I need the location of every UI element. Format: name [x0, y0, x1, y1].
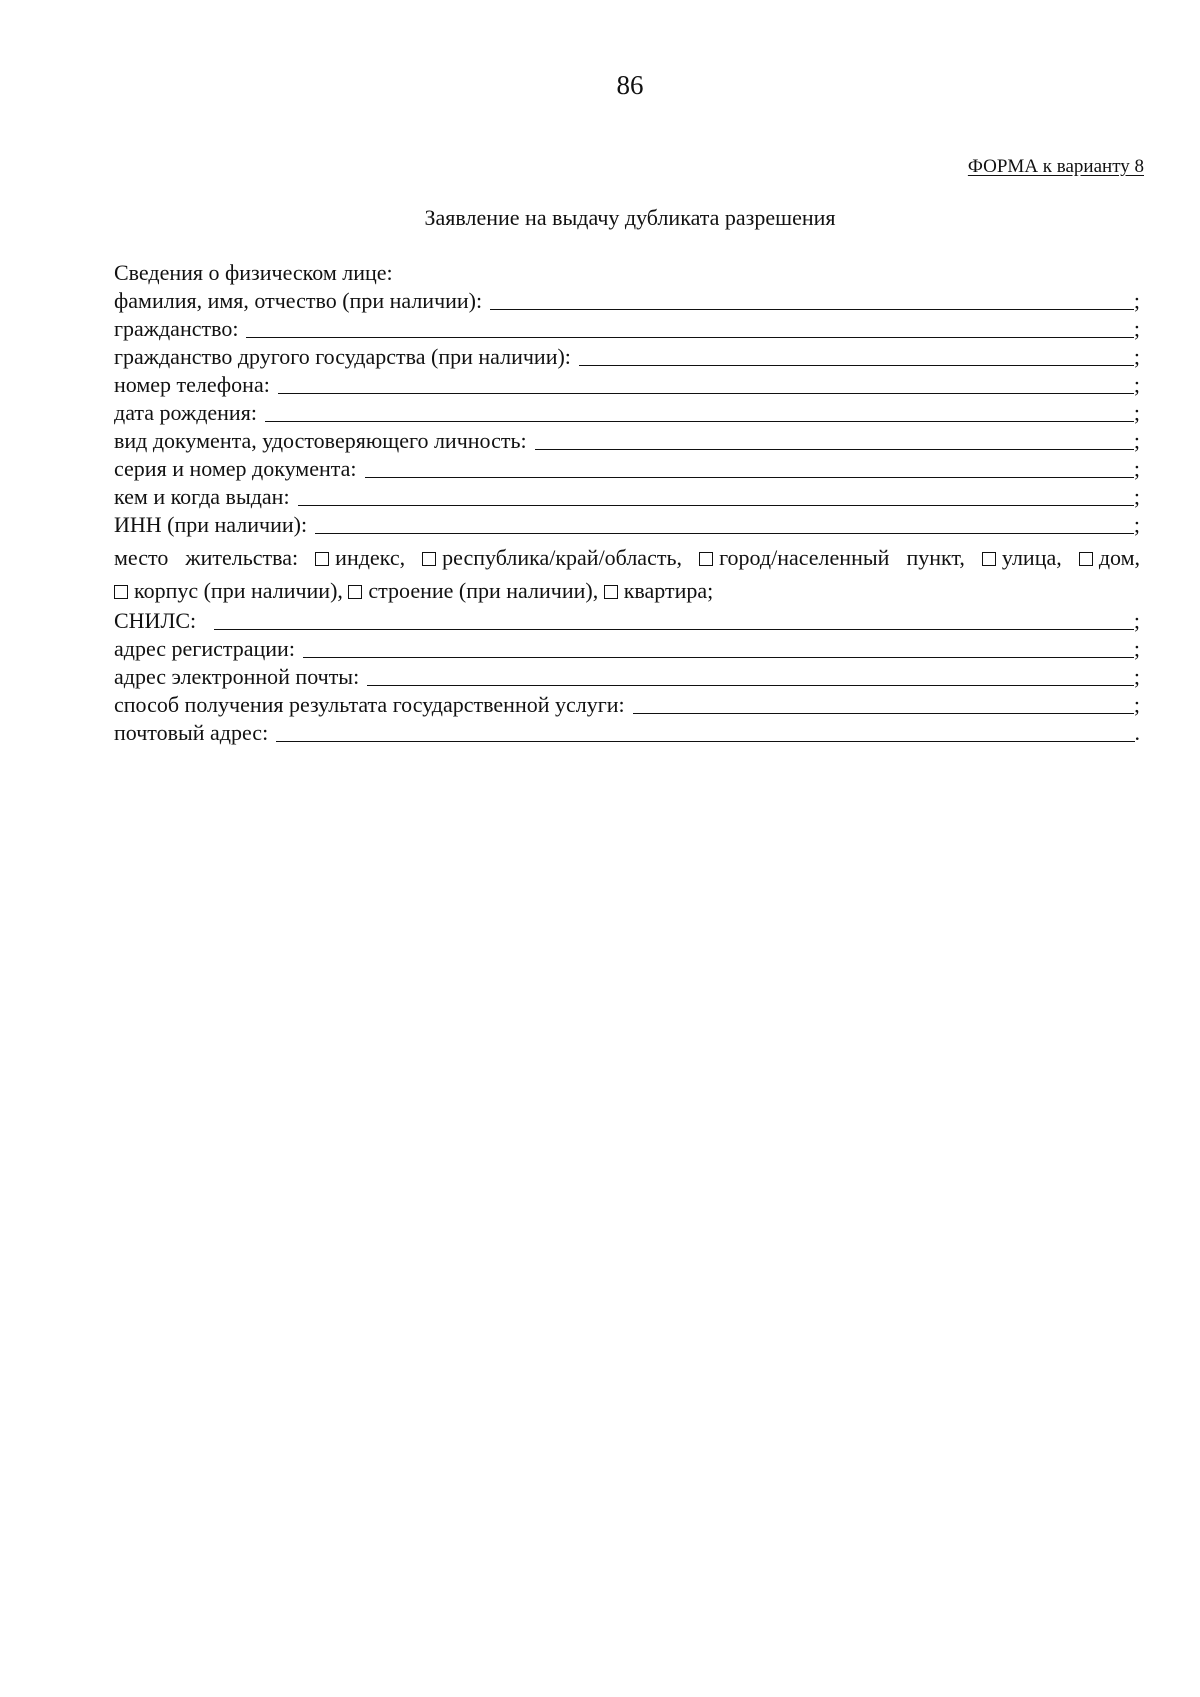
checkbox-street[interactable]	[982, 552, 996, 566]
option-label: республика/край/область,	[442, 545, 682, 570]
field-issued-by	[114, 483, 1140, 511]
residence-option-region	[422, 545, 682, 570]
checkbox-structure[interactable]	[348, 585, 362, 599]
option-label: улица,	[1001, 545, 1062, 570]
issued-by-input-line[interactable]	[298, 487, 1134, 506]
inn-input-line[interactable]	[315, 515, 1134, 534]
field-terminator: ;	[1133, 692, 1140, 717]
field-full-name	[114, 287, 1140, 315]
checkbox-city[interactable]	[699, 552, 713, 566]
field-label: ИНН (при наличии):	[114, 512, 308, 537]
field-inn	[114, 511, 1140, 539]
birth-date-input-line[interactable]	[265, 403, 1134, 422]
option-label: квартира;	[623, 578, 714, 603]
registration-address-input-line[interactable]	[303, 639, 1134, 658]
citizenship-input-line[interactable]	[246, 319, 1133, 338]
full-name-input-line[interactable]	[490, 291, 1134, 310]
field-email	[114, 663, 1140, 691]
field-terminator: ;	[1133, 400, 1140, 425]
residence-option-city	[699, 545, 965, 570]
checkbox-index[interactable]	[315, 552, 329, 566]
id-document-type-input-line[interactable]	[535, 431, 1134, 450]
postal-address-input-line[interactable]	[276, 723, 1134, 742]
field-other-citizenship	[114, 343, 1140, 371]
field-document-number	[114, 455, 1140, 483]
field-birth-date	[114, 399, 1140, 427]
field-terminator: ;	[1133, 512, 1140, 537]
option-label: город/населенный пункт,	[719, 545, 965, 570]
field-label: серия и номер документа:	[114, 456, 357, 481]
field-snils	[114, 607, 1140, 635]
fields-top	[114, 287, 1140, 539]
checkbox-building[interactable]	[114, 585, 128, 599]
field-terminator: ;	[1133, 636, 1140, 661]
document-title: Заявление на выдачу дубликата разрешения	[424, 205, 836, 230]
field-label: гражданство другого государства (при наличии):	[114, 344, 571, 369]
checkbox-house[interactable]	[1079, 552, 1093, 566]
option-label: дом,	[1098, 545, 1141, 570]
residence-options	[114, 541, 1140, 607]
field-registration-address	[114, 635, 1140, 663]
fields-bottom	[114, 607, 1140, 747]
residence-option-street	[982, 545, 1062, 570]
field-label: способ получения результата государственной услуги:	[114, 692, 625, 717]
residence-option-apartment	[604, 578, 714, 603]
snils-input-line[interactable]	[214, 611, 1134, 630]
applicant-form	[114, 259, 1140, 747]
other-citizenship-input-line[interactable]	[579, 347, 1134, 366]
field-terminator: .	[1134, 720, 1140, 745]
field-terminator: ;	[1133, 664, 1140, 689]
residence-option-house	[1079, 545, 1140, 570]
residence-option-building	[114, 578, 343, 603]
field-label: адрес регистрации:	[114, 636, 295, 661]
field-label: фамилия, имя, отчество (при наличии):	[114, 288, 483, 313]
field-terminator: ;	[1133, 288, 1140, 313]
field-terminator: ;	[1133, 456, 1140, 481]
field-label: кем и когда выдан:	[114, 484, 290, 509]
field-phone	[114, 371, 1140, 399]
field-postal-address	[114, 719, 1140, 747]
field-citizenship	[114, 315, 1140, 343]
field-label: номер телефона:	[114, 372, 270, 397]
field-terminator: ;	[1133, 372, 1140, 397]
field-label: адрес электронной почты:	[114, 664, 360, 689]
option-label: строение (при наличии),	[368, 578, 599, 603]
field-label: вид документа, удостоверяющего личность:	[114, 428, 527, 453]
field-label: СНИЛС:	[114, 608, 197, 633]
option-label: индекс,	[335, 545, 406, 570]
form-reference: ФОРМА к варианту 8	[967, 156, 1144, 177]
residence-option-index	[315, 545, 405, 570]
delivery-method-input-line[interactable]	[633, 695, 1134, 714]
field-terminator: ;	[1133, 344, 1140, 369]
page-number: 86	[616, 70, 644, 100]
field-id-document-type	[114, 427, 1140, 455]
document-number-input-line[interactable]	[365, 459, 1134, 478]
phone-input-line[interactable]	[278, 375, 1134, 394]
field-terminator: ;	[1133, 428, 1140, 453]
field-label: почтовый адрес:	[114, 720, 269, 745]
field-terminator: ;	[1133, 484, 1140, 509]
field-label: дата рождения:	[114, 400, 257, 425]
field-delivery-method	[114, 691, 1140, 719]
field-label: гражданство:	[114, 316, 239, 341]
field-terminator: ;	[1133, 316, 1140, 341]
residence-option-structure	[348, 578, 598, 603]
checkbox-region[interactable]	[422, 552, 436, 566]
option-label: корпус (при наличии),	[134, 578, 343, 603]
section-heading: Сведения о физическом лице:	[114, 260, 393, 285]
checkbox-apartment[interactable]	[604, 585, 618, 599]
residence-label: место жительства:	[114, 545, 299, 570]
email-input-line[interactable]	[367, 667, 1134, 686]
field-terminator: ;	[1133, 608, 1140, 633]
